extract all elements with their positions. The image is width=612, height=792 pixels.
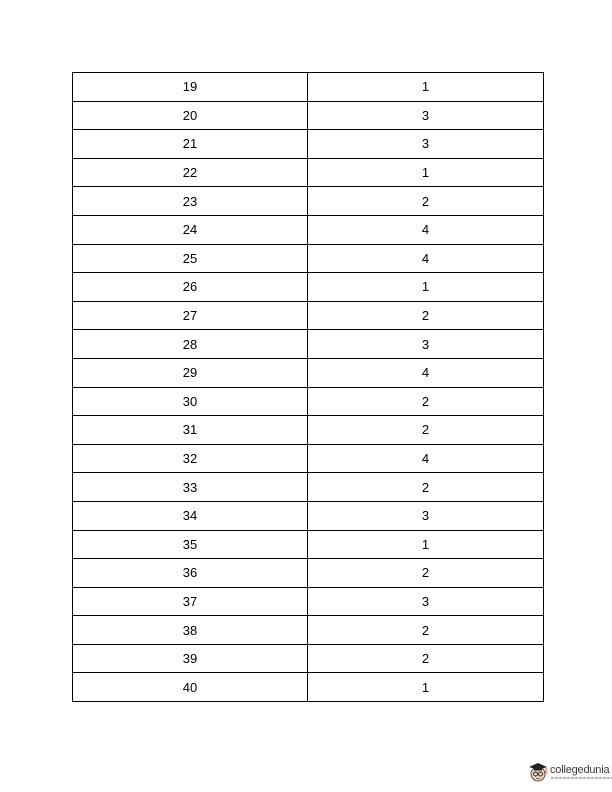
table-row (73, 215, 544, 244)
logo-wordmark: collegedunia (550, 764, 610, 776)
question-number-cell: 23 (73, 187, 308, 216)
table-row (73, 73, 544, 102)
table-row (73, 559, 544, 588)
table-row (73, 130, 544, 159)
answer-cell: 2 (308, 616, 544, 645)
question-number-cell: 19 (73, 73, 308, 102)
mascot-graduation-cap-icon (528, 760, 550, 784)
question-number-cell: 38 (73, 616, 308, 645)
table-row (73, 416, 544, 445)
answer-cell: 3 (308, 330, 544, 359)
answer-cell: 2 (308, 301, 544, 330)
table-row (73, 501, 544, 530)
answer-cell: 3 (308, 130, 544, 159)
question-number-cell: 22 (73, 158, 308, 187)
table-row (73, 244, 544, 273)
answer-key-rows (73, 73, 544, 702)
table-row (73, 101, 544, 130)
answer-cell: 4 (308, 244, 544, 273)
table-row (73, 673, 544, 702)
answer-cell: 2 (308, 387, 544, 416)
answer-cell: 3 (308, 501, 544, 530)
answer-cell: 3 (308, 587, 544, 616)
table-row (73, 387, 544, 416)
answer-cell: 4 (308, 215, 544, 244)
table-row (73, 444, 544, 473)
table-row (73, 187, 544, 216)
table-row (73, 530, 544, 559)
table-row (73, 358, 544, 387)
answer-cell: 3 (308, 101, 544, 130)
question-number-cell: 20 (73, 101, 308, 130)
answer-cell: 2 (308, 559, 544, 588)
table-row (73, 644, 544, 673)
answer-cell: 2 (308, 187, 544, 216)
question-number-cell: 21 (73, 130, 308, 159)
table-row (73, 301, 544, 330)
question-number-cell: 26 (73, 273, 308, 302)
question-number-cell: 34 (73, 501, 308, 530)
table-row (73, 158, 544, 187)
question-number-cell: 31 (73, 416, 308, 445)
answer-cell: 1 (308, 158, 544, 187)
table-row (73, 587, 544, 616)
answer-cell: 2 (308, 416, 544, 445)
question-number-cell: 32 (73, 444, 308, 473)
answer-key-table (72, 72, 544, 702)
table-row (73, 273, 544, 302)
question-number-cell: 40 (73, 673, 308, 702)
answer-cell: 2 (308, 473, 544, 502)
question-number-cell: 36 (73, 559, 308, 588)
question-number-cell: 35 (73, 530, 308, 559)
answer-cell: 1 (308, 530, 544, 559)
answer-cell: 2 (308, 644, 544, 673)
answer-cell: 1 (308, 73, 544, 102)
question-number-cell: 30 (73, 387, 308, 416)
question-number-cell: 29 (73, 358, 308, 387)
question-number-cell: 39 (73, 644, 308, 673)
question-number-cell: 37 (73, 587, 308, 616)
question-number-cell: 33 (73, 473, 308, 502)
logo-tagline-line (551, 777, 612, 779)
table-row (73, 330, 544, 359)
question-number-cell: 25 (73, 244, 308, 273)
question-number-cell: 27 (73, 301, 308, 330)
answer-cell: 1 (308, 673, 544, 702)
table-row (73, 616, 544, 645)
question-number-cell: 24 (73, 215, 308, 244)
answer-cell: 4 (308, 358, 544, 387)
answer-cell: 1 (308, 273, 544, 302)
question-number-cell: 28 (73, 330, 308, 359)
table-row (73, 473, 544, 502)
collegedunia-logo[interactable] (528, 760, 612, 786)
answer-cell: 4 (308, 444, 544, 473)
